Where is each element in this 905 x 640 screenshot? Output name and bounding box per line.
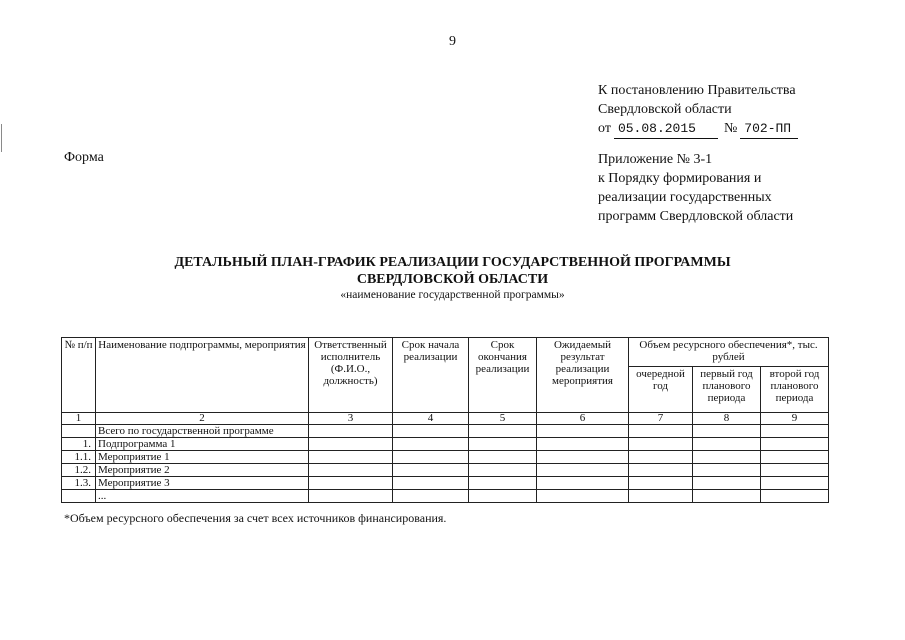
header-year-second: второй год планового периода <box>761 367 829 413</box>
empty-cell <box>761 477 829 490</box>
empty-cell <box>629 438 693 451</box>
row-number: 1.1. <box>62 451 96 464</box>
empty-cell <box>629 451 693 464</box>
empty-cell <box>693 477 761 490</box>
empty-cell <box>469 490 537 503</box>
empty-cell <box>393 438 469 451</box>
empty-cell <box>309 464 393 477</box>
empty-cell <box>537 477 629 490</box>
page-number: 9 <box>449 34 456 49</box>
empty-cell <box>629 425 693 438</box>
row-name: Всего по государственной программе <box>96 425 309 438</box>
header-start: Срок начала реализации <box>393 338 469 413</box>
header-name: Наименование подпрограммы, мероприятия <box>96 338 309 413</box>
empty-cell <box>469 451 537 464</box>
column-number: 5 <box>469 413 537 425</box>
header-year-current: очередной год <box>629 367 693 413</box>
table-row <box>62 438 829 451</box>
empty-cell <box>309 490 393 503</box>
resolution-line-2: Свердловской области <box>598 102 732 117</box>
row-number: 1.3. <box>62 477 96 490</box>
resolution-date-line <box>598 119 898 139</box>
table-row <box>62 425 829 438</box>
margin-mark <box>1 124 2 152</box>
appendix-line-3: реализации государственных <box>598 190 772 205</box>
empty-cell <box>469 438 537 451</box>
row-name: ... <box>96 490 309 503</box>
column-number: 3 <box>309 413 393 425</box>
empty-cell <box>469 464 537 477</box>
row-number: 1.2. <box>62 464 96 477</box>
empty-cell <box>537 451 629 464</box>
empty-cell <box>693 490 761 503</box>
empty-cell <box>393 477 469 490</box>
header-result: Ожидаемый результат реализации мероприятия <box>537 338 629 413</box>
date-prefix: от <box>598 121 611 136</box>
resolution-date: 05.08.2015 <box>614 119 718 139</box>
column-number: 1 <box>62 413 96 425</box>
column-number: 2 <box>96 413 309 425</box>
table-row <box>62 477 829 490</box>
empty-cell <box>693 451 761 464</box>
column-number: 6 <box>537 413 629 425</box>
empty-cell <box>629 477 693 490</box>
header-responsible: Ответственный исполнитель (Ф.И.О., должность) <box>309 338 393 413</box>
header-end: Срок окончания реализации <box>469 338 537 413</box>
empty-cell <box>693 425 761 438</box>
empty-cell <box>629 490 693 503</box>
empty-cell <box>693 464 761 477</box>
empty-cell <box>309 451 393 464</box>
empty-cell <box>761 451 829 464</box>
appendix-reference <box>598 150 898 226</box>
row-name: Мероприятие 3 <box>96 477 309 490</box>
program-name-placeholder: «наименование государственной программы» <box>340 289 565 301</box>
table-row <box>62 451 829 464</box>
empty-cell <box>309 425 393 438</box>
empty-cell <box>761 464 829 477</box>
empty-cell <box>761 490 829 503</box>
row-number <box>62 425 96 438</box>
column-number-row <box>62 413 829 425</box>
empty-cell <box>309 438 393 451</box>
empty-cell <box>537 425 629 438</box>
document-title <box>0 254 905 302</box>
empty-cell <box>761 425 829 438</box>
appendix-line-1: Приложение № 3-1 <box>598 152 713 167</box>
row-name: Мероприятие 1 <box>96 451 309 464</box>
column-number: 9 <box>761 413 829 425</box>
empty-cell <box>393 451 469 464</box>
column-number: 8 <box>693 413 761 425</box>
empty-cell <box>469 477 537 490</box>
table-row <box>62 464 829 477</box>
resolution-line-1: К постановлению Правительства <box>598 83 796 98</box>
empty-cell <box>309 477 393 490</box>
empty-cell <box>537 438 629 451</box>
table-row <box>62 490 829 503</box>
header-num: № п/п <box>62 338 96 413</box>
empty-cell <box>537 464 629 477</box>
header-year-first: первый год планового периода <box>693 367 761 413</box>
resolution-number: 702-ПП <box>740 119 798 139</box>
empty-cell <box>761 438 829 451</box>
row-number <box>62 490 96 503</box>
title-line-2: СВЕРДЛОВСКОЙ ОБЛАСТИ <box>356 272 549 287</box>
empty-cell <box>393 425 469 438</box>
row-name: Подпрограмма 1 <box>96 438 309 451</box>
table-header-row <box>62 338 829 367</box>
plan-schedule-table <box>61 337 829 503</box>
empty-cell <box>629 464 693 477</box>
header-resources: Объем ресурсного обеспечения*, тыс. рублей <box>629 338 829 367</box>
empty-cell <box>693 438 761 451</box>
appendix-line-2: к Порядку формирования и <box>598 171 762 186</box>
row-number: 1. <box>62 438 96 451</box>
column-number: 7 <box>629 413 693 425</box>
footnote: *Объем ресурсного обеспечения за счет всех источников финансирования. <box>64 511 447 525</box>
row-name: Мероприятие 2 <box>96 464 309 477</box>
form-label: Форма <box>64 150 104 165</box>
resolution-reference <box>598 81 898 139</box>
appendix-line-4: программ Свердловской области <box>598 209 794 224</box>
empty-cell <box>393 464 469 477</box>
title-line-1: ДЕТАЛЬНЫЙ ПЛАН-ГРАФИК РЕАЛИЗАЦИИ ГОСУДАРСТВЕННОЙ ПРОГРАММЫ <box>174 255 731 270</box>
number-label: № <box>723 121 738 136</box>
empty-cell <box>469 425 537 438</box>
column-number: 4 <box>393 413 469 425</box>
empty-cell <box>393 490 469 503</box>
empty-cell <box>537 490 629 503</box>
